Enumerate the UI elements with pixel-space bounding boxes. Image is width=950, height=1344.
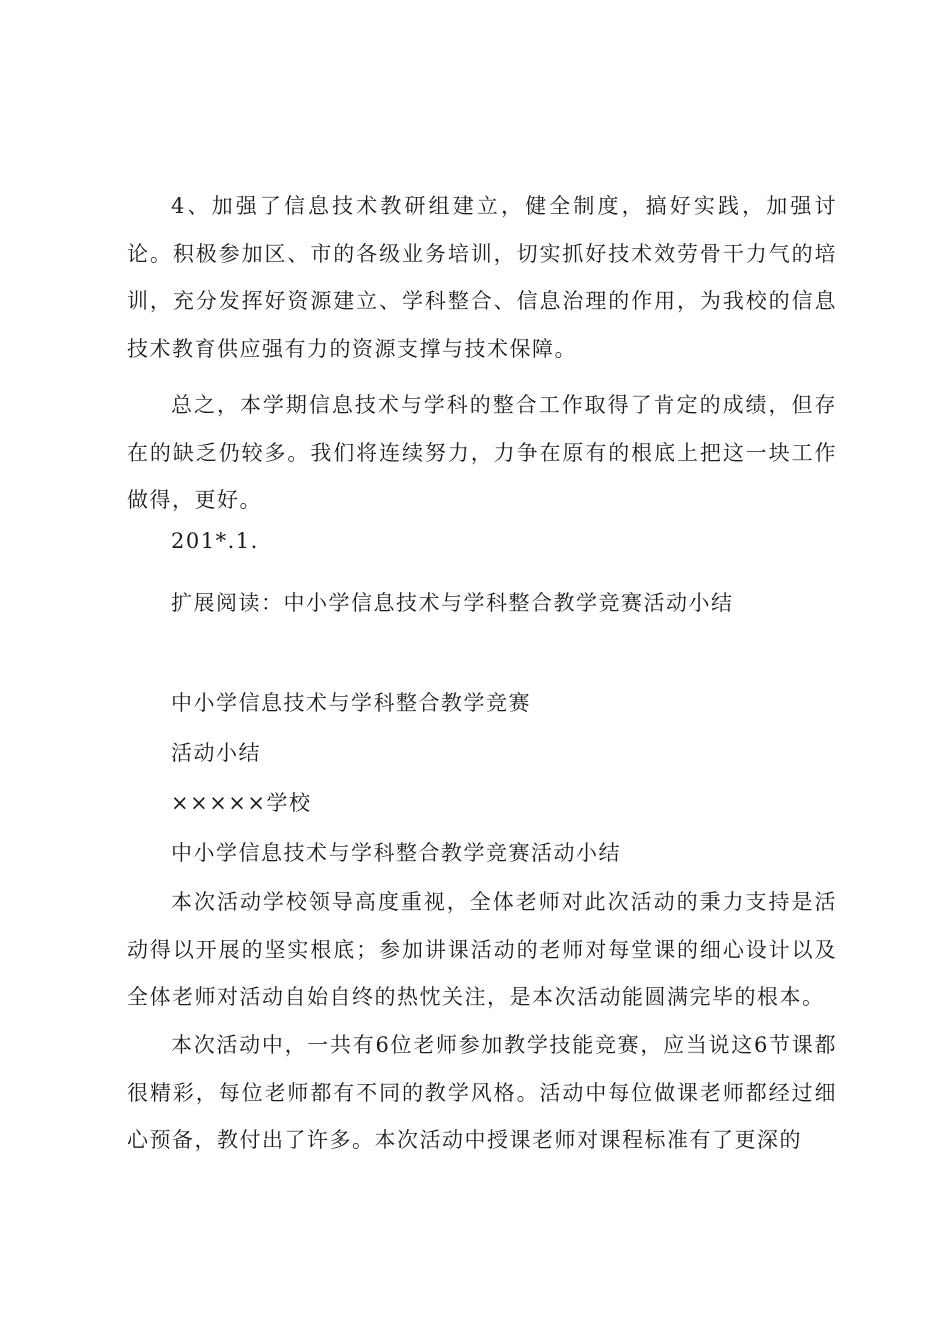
activity-title-line-1: 中小学信息技术与学科整合教学竞赛 — [171, 691, 531, 715]
activity-title-line-2: 活动小结 — [171, 741, 261, 765]
activity-full-title-line: 中小学信息技术与学科整合教学竞赛活动小结 — [171, 841, 621, 865]
school-name-line: ×××××学校 — [171, 791, 312, 815]
paragraph-leadership-support: 本次活动学校领导高度重视，全体老师对此次活动的秉力支持是活动得以开展的坚实根底；参加讲课活动的老师对每堂课的细心设计以及全体老师对活动自始自终的热忱关注，是本次活动能圆满完毕的根本。 — [127, 890, 837, 1009]
paragraph-competition-teachers: 本次活动中，一共有6位老师参加教学技能竞赛，应当说这6节课都很精彩，每位老师都有不同的教学风格。活动中每位做课老师都经过细心预备，教付出了许多。本次活动中授课老师对课程标准有了更深的 — [127, 1033, 837, 1152]
extended-reading-line: 扩展阅读：中小学信息技术与学科整合教学竞赛活动小结 — [171, 591, 734, 615]
paragraph-summary: 总之，本学期信息技术与学科的整合工作取得了肯定的成绩，但存在的缺乏仍较多。我们将连续努力，力争在原有的根底上把这一块工作做得，更好。 — [127, 393, 837, 512]
paragraph-info-tech-group: 4、加强了信息技术教研组建立，健全制度，搞好实践，加强讨论。积极参加区、市的各级业务培训，切实抓好技术效劳骨干力气的培训，充分发挥好资源建立、学科整合、信息治理的作用，为我校的信息技术教育供应强有力的资源支撑与技术保障。 — [127, 194, 837, 361]
date-line: 201*.1. — [171, 529, 259, 553]
